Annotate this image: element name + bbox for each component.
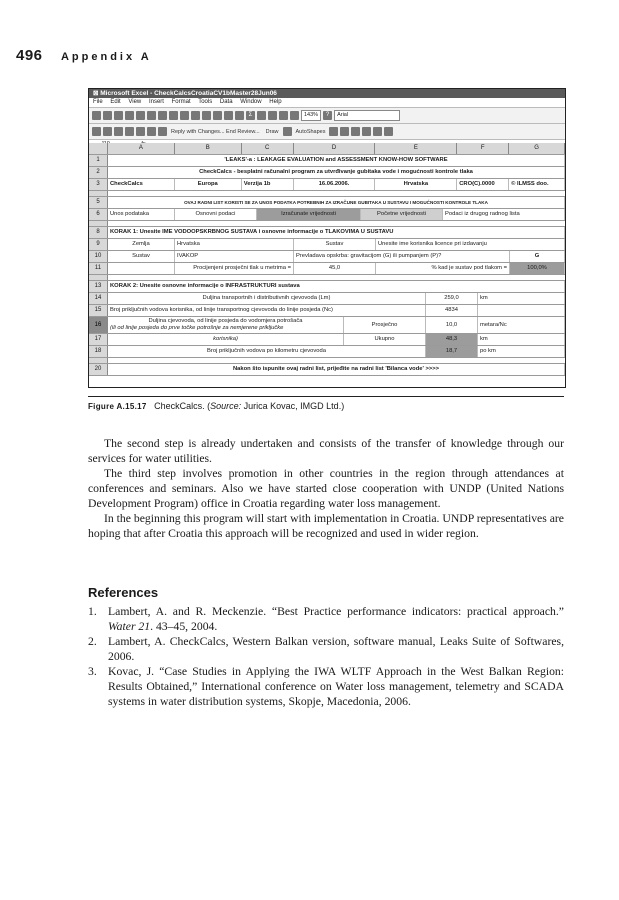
row-header[interactable]: 6 — [89, 209, 108, 220]
cell-d3[interactable]: 16.06.2006. — [294, 179, 376, 190]
excel-screenshot — [88, 88, 566, 388]
row-10 — [89, 251, 565, 263]
new-icon[interactable] — [92, 111, 101, 120]
menu-bar — [89, 98, 565, 108]
row-9 — [89, 239, 565, 251]
review-icon-4[interactable] — [125, 127, 134, 136]
menu-insert[interactable]: Insert — [148, 99, 164, 105]
paragraph: The second step is already undertaken and consists of the transfer of knowledge through our services for water utilities. — [88, 437, 564, 465]
format-painter-icon[interactable] — [202, 111, 211, 120]
step2-heading[interactable]: KORAK 2: Unesite osnovne informacije o INFRASTRUKTURI sustava — [108, 281, 565, 292]
cell-label-15[interactable]: Broj priključnih vodova korisnika, od linije transportnog cjevovoda do linije posjeda (Nc) — [108, 305, 426, 316]
cell-c3[interactable]: Verzija 1b — [242, 179, 294, 190]
row-8 — [89, 227, 565, 239]
references-list — [88, 604, 564, 709]
row-15 — [89, 305, 565, 317]
page-header — [16, 47, 152, 65]
menu-file[interactable]: File — [93, 99, 103, 105]
row-2 — [89, 167, 565, 179]
column-header-row — [89, 143, 565, 155]
legend-input[interactable]: Unos podataka — [108, 209, 175, 220]
cell-f14[interactable]: 259,0 — [426, 293, 478, 304]
review-icon-7[interactable] — [158, 127, 167, 136]
row-header[interactable]: 8 — [89, 227, 108, 238]
arrow-icon[interactable] — [340, 127, 349, 136]
row-header[interactable] — [89, 358, 108, 363]
row-header[interactable]: 9 — [89, 239, 108, 250]
reference-item — [88, 604, 564, 634]
cell-g17[interactable]: km — [478, 334, 565, 345]
cell-label-14[interactable]: Duljina transportnih i distributivnih cjevovoda (Lm) — [108, 293, 426, 304]
menu-tools[interactable]: Tools — [198, 99, 213, 105]
column-header-g[interactable]: G — [509, 143, 565, 154]
cell-f17[interactable]: 48,3 — [426, 334, 478, 345]
column-header-a[interactable]: A — [108, 143, 175, 154]
row-header[interactable]: 20 — [89, 364, 108, 375]
figure-label: Figure A.15.17 — [88, 402, 147, 411]
row-header[interactable]: 3 — [89, 179, 108, 190]
row-header[interactable]: 15 — [89, 305, 108, 316]
column-header-b[interactable]: B — [175, 143, 242, 154]
row-header[interactable]: 18 — [89, 346, 108, 357]
review-icon-5[interactable] — [136, 127, 145, 136]
reference-text: Lambert, A. and R. Meckenzie. “Best Practice performance indicators: practical approach.” — [108, 605, 564, 618]
row-14 — [89, 293, 565, 305]
legend-initial[interactable]: Početne vrijednosti — [361, 209, 443, 220]
cell-g3[interactable]: © ILMSS doo. — [509, 179, 565, 190]
row-18 — [89, 346, 565, 358]
menu-format[interactable]: Format — [171, 99, 191, 105]
undo-icon[interactable] — [213, 111, 222, 120]
column-header-c[interactable]: C — [242, 143, 294, 154]
row-1 — [89, 155, 565, 167]
hyperlink-icon[interactable] — [235, 111, 244, 120]
cell-g10[interactable]: G — [510, 251, 565, 262]
row-6 — [89, 209, 565, 221]
cell-a3[interactable]: CheckCalcs — [108, 179, 175, 190]
autoshapes-menu[interactable]: AutoShapes — [295, 128, 326, 135]
next-sheet-note[interactable]: Nakon što ispunite ovaj radni list, prijeđite na radni list 'Bilanca vode' >>>> — [108, 364, 565, 375]
row-13 — [89, 281, 565, 293]
paragraph: In the beginning this program will start with implementation in Croatia. UNDP representatives are hoping that after Croatia this approach will be recognized and used in wider region. — [88, 512, 564, 540]
cell-g16[interactable]: metara/Nc — [478, 317, 565, 333]
column-header-e[interactable]: E — [375, 143, 457, 154]
cell-b3[interactable]: Europa — [175, 179, 242, 190]
row-header[interactable] — [89, 221, 108, 226]
cell-f16[interactable]: 10,0 — [426, 317, 478, 333]
font-box[interactable]: Arial — [334, 110, 400, 121]
body-text — [88, 436, 564, 541]
legend-other-sheet[interactable]: Podaci iz drugog radnog lista — [443, 209, 565, 220]
cell-f3[interactable]: CRO(C).0000 — [457, 179, 509, 190]
sheet-title-cell[interactable]: 'LEAKS'-a : LEAKAGE EVALUATION and ASSESSMENT KNOW-HOW SOFTWARE — [108, 155, 565, 166]
cell-d9[interactable]: Sustav — [294, 239, 376, 250]
autosum-icon[interactable]: Σ — [246, 111, 255, 120]
reference-text: Lambert, A. CheckCalcs, Western Balkan version, software manual, Leaks Suite of Softwares, 2006. — [108, 635, 564, 663]
textbox-icon[interactable] — [373, 127, 382, 136]
cell-a9[interactable]: Zemlja — [108, 239, 175, 250]
label-16-line1: Duljina cjevovoda, od linije posjeda do vodomjera potrošača — [148, 318, 303, 324]
preview-icon[interactable] — [147, 111, 156, 120]
spelling-icon[interactable] — [158, 111, 167, 120]
caption-text-pre: CheckCalcs. ( — [154, 401, 211, 411]
open-icon[interactable] — [103, 111, 112, 120]
menu-window[interactable]: Window — [240, 99, 262, 105]
cell-e11[interactable]: % kad je sustav pod tlakom = — [376, 263, 510, 274]
reference-journal: Water 21 — [108, 620, 151, 633]
row-header[interactable]: 2 — [89, 167, 108, 178]
zoom-box[interactable]: 143% — [301, 110, 321, 121]
cell-f15[interactable]: 4834 — [426, 305, 478, 316]
excel-title-bar — [89, 89, 565, 98]
cell-e17[interactable]: Ukupno — [344, 334, 426, 345]
oval-icon[interactable] — [362, 127, 371, 136]
cell-e9[interactable]: Unesite ime korisnika licence pri izdavanju — [376, 239, 565, 250]
label-16-line2: (ili od linije posjeda do prve točke potrošnje za nemjerene priključke — [110, 325, 284, 331]
reference-text-post: . 43–45, 2004. — [150, 620, 218, 633]
cell-b10[interactable]: IVAKOP — [175, 251, 294, 262]
menu-help[interactable]: Help — [269, 99, 282, 105]
sort-ascending-icon[interactable] — [257, 111, 266, 120]
legend-calculated[interactable]: Izračunate vrijednosti — [257, 209, 361, 220]
review-icon-1[interactable] — [92, 127, 101, 136]
row-16 — [89, 317, 565, 334]
references-heading: References — [88, 585, 159, 600]
excel-app-icon: ⊠ — [93, 90, 101, 97]
cell-f18[interactable]: 18,7 — [426, 346, 478, 357]
permission-icon[interactable] — [125, 111, 134, 120]
caption-source-label: Source: — [210, 401, 242, 411]
wordart-icon[interactable] — [384, 127, 393, 136]
reference-item — [88, 664, 564, 709]
row-header[interactable]: 1 — [89, 155, 108, 166]
row-header[interactable]: 17 — [89, 334, 108, 345]
instructions-cell[interactable]: OVAJ RADNI LIST KORISTI SE ZA UNOS PODATKA POTREBNIH ZA IZRAČUNE GUBITAKA U SUSTAVU I MOGUĆNOSTI KONTROLE TLAKA — [108, 197, 565, 208]
cell-g14[interactable]: km — [478, 293, 565, 304]
cell-g11[interactable]: 100,0% — [510, 263, 565, 274]
row-header[interactable]: 16 — [89, 317, 108, 333]
row-3 — [89, 179, 565, 191]
help-icon[interactable]: ? — [323, 111, 332, 120]
reference-item — [88, 634, 564, 664]
review-icon-2[interactable] — [103, 127, 112, 136]
spreadsheet-grid — [89, 143, 565, 376]
line-icon[interactable] — [329, 127, 338, 136]
row-header[interactable] — [89, 191, 108, 196]
rectangle-icon[interactable] — [351, 127, 360, 136]
reference-number: 2. — [88, 635, 97, 648]
legend-basic[interactable]: Osnovni podaci — [175, 209, 257, 220]
cell-b11[interactable]: Procijenjeni prosječni tlak u metrima = — [175, 263, 294, 274]
cell-d10[interactable]: Prevladava opskrba: gravitacijom (G) ili pumpanjem (P)? — [294, 251, 510, 262]
row-header[interactable]: 11 — [89, 263, 108, 274]
page-number: 496 — [16, 47, 43, 64]
sheet-subtitle-cell[interactable]: CheckCalcs - besplatni računalni program za utvrđivanje gubitaka vode i mogućnosti kontrole tlaka — [108, 167, 565, 178]
column-header-f[interactable]: F — [457, 143, 509, 154]
menu-edit[interactable]: Edit — [110, 99, 121, 105]
caption-rule — [88, 396, 564, 397]
review-icon-6[interactable] — [147, 127, 156, 136]
cell-label-18[interactable]: Broj priključnih vodova po kilometru cjevovoda — [108, 346, 426, 357]
cell-e16[interactable]: Prosječno — [344, 317, 426, 333]
save-icon[interactable] — [114, 111, 123, 120]
print-icon[interactable] — [136, 111, 145, 120]
reference-text: Kovac, J. “Case Studies in Applying the IWA WLTF Approach in the West Balkan Region: Results Obtained,” International conference on Water loss management, telemetry and SCADA systems in water distribution systems, Skopje, Macedonia, 2006. — [108, 665, 564, 708]
reference-number: 1. — [88, 605, 97, 618]
reference-number: 3. — [88, 665, 97, 678]
cell-d11[interactable]: 45,0 — [294, 263, 376, 274]
redo-icon[interactable] — [224, 111, 233, 120]
drawing-icon[interactable] — [290, 111, 299, 120]
select-all-corner[interactable] — [89, 143, 108, 154]
sort-descending-icon[interactable] — [268, 111, 277, 120]
column-header-d[interactable]: D — [294, 143, 376, 154]
cell-e3[interactable]: Hrvatska — [375, 179, 457, 190]
reply-with-changes-link[interactable]: Reply with Changes... End Review... — [171, 128, 260, 135]
menu-view[interactable]: View — [128, 99, 142, 105]
step1-heading[interactable]: KORAK 1: Unesite IME VODOOPSKRBNOG SUSTAVA i osnovne informacije o TLAKOVIMA U SUSTAVU — [108, 227, 565, 238]
draw-menu[interactable]: Draw — [265, 128, 279, 135]
cell-label-16[interactable] — [108, 317, 344, 333]
cut-icon[interactable] — [169, 111, 178, 120]
select-arrow-icon[interactable] — [283, 127, 292, 136]
row-11 — [89, 263, 565, 275]
cell-g18[interactable]: po km — [478, 346, 565, 357]
chart-wizard-icon[interactable] — [279, 111, 288, 120]
copy-icon[interactable] — [180, 111, 189, 120]
row-header[interactable]: 13 — [89, 281, 108, 292]
row-header[interactable]: 10 — [89, 251, 108, 262]
row-20 — [89, 364, 565, 376]
cell-a10[interactable]: Sustav — [108, 251, 175, 262]
cell-a11[interactable] — [108, 263, 175, 274]
standard-toolbar — [89, 108, 565, 124]
row-header[interactable] — [89, 275, 108, 280]
review-icon-3[interactable] — [114, 127, 123, 136]
caption-text-post: Jurica Kovac, IMGD Ltd.) — [241, 401, 345, 411]
menu-data[interactable]: Data — [219, 99, 233, 105]
window-title: Microsoft Excel - CheckCalcsCroatiaCV1bMaster28Jun06 — [100, 90, 277, 97]
review-toolbar — [89, 124, 565, 140]
running-title: Appendix A — [60, 51, 152, 63]
paste-icon[interactable] — [191, 111, 200, 120]
cell-label-17[interactable]: korisnika) — [108, 334, 344, 345]
row-header[interactable]: 5 — [89, 197, 108, 208]
paragraph: The third step involves promotion in other countries in the region through attendances at conferences and seminars. Also we have started close cooperation with UNDP (United Nations Development Program) office in Croatia regarding water loss management. — [88, 467, 564, 510]
row-header[interactable]: 14 — [89, 293, 108, 304]
figure-caption — [88, 401, 344, 411]
row-17 — [89, 334, 565, 346]
cell-b9[interactable]: Hrvatska — [175, 239, 294, 250]
cell-g15[interactable] — [478, 305, 565, 316]
row-5 — [89, 197, 565, 209]
